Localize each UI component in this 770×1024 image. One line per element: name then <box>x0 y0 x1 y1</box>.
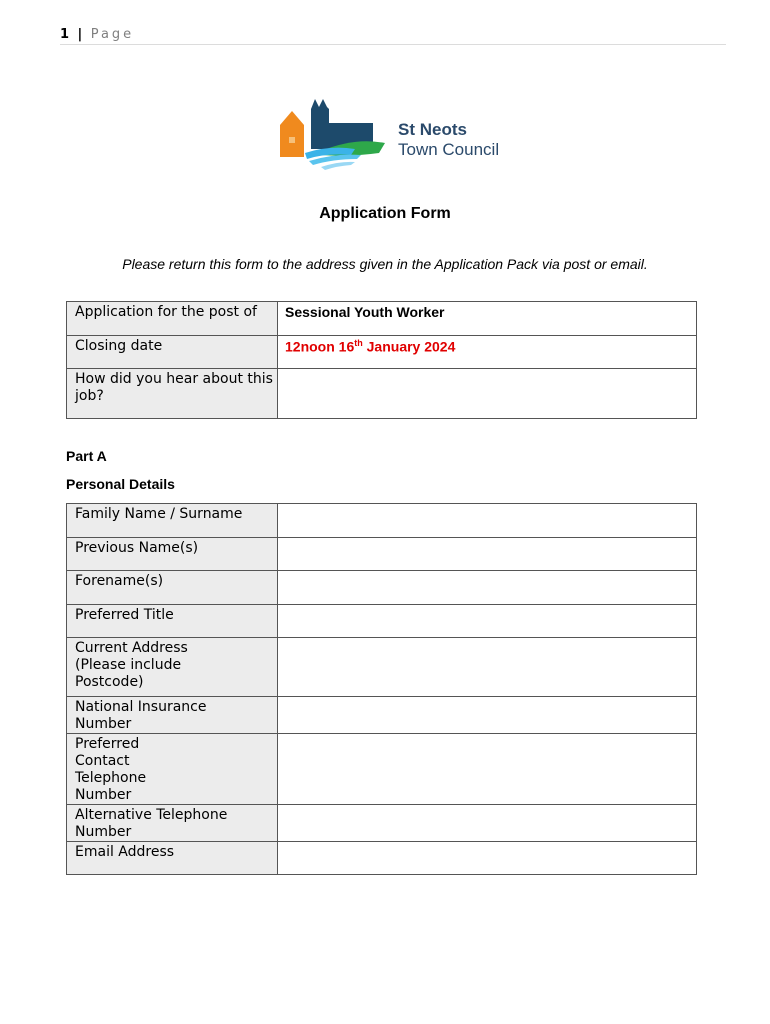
hear-about-field[interactable] <box>278 369 697 419</box>
address-field[interactable] <box>278 638 697 697</box>
email-label: Email Address <box>67 842 278 875</box>
table-row <box>67 805 697 842</box>
ni-number-field[interactable] <box>278 697 697 734</box>
closing-date-label: Closing date <box>67 336 278 369</box>
personal-details-heading: Personal Details <box>66 476 175 492</box>
church-logo-icon <box>275 95 395 175</box>
previous-names-field[interactable] <box>278 538 697 571</box>
table-row <box>67 638 697 697</box>
page-header <box>60 25 726 45</box>
logo-line2: Town Council <box>398 140 500 159</box>
table-row <box>67 538 697 571</box>
logo-line1: St Neots <box>398 120 467 139</box>
page-separator: | <box>77 27 83 42</box>
page-number: 1 <box>60 27 70 42</box>
table-row <box>67 369 697 419</box>
forenames-label: Forename(s) <box>67 571 278 605</box>
preferred-title-field[interactable] <box>278 605 697 638</box>
table-row <box>67 734 697 805</box>
forenames-field[interactable] <box>278 571 697 605</box>
email-field[interactable] <box>278 842 697 875</box>
table-row <box>67 571 697 605</box>
table-row <box>67 302 697 336</box>
alt-phone-field[interactable] <box>278 805 697 842</box>
table-row <box>67 504 697 538</box>
form-instructions: Please return this form to the address given in the Application Pack via post or email. <box>122 256 648 272</box>
previous-names-label: Previous Name(s) <box>67 538 278 571</box>
table-row <box>67 697 697 734</box>
table-row <box>67 605 697 638</box>
closing-date-sup: th <box>354 338 363 348</box>
council-logo <box>275 95 525 175</box>
job-details-table <box>66 301 697 419</box>
closing-date-value <box>278 336 697 369</box>
preferred-title-label: Preferred Title <box>67 605 278 638</box>
address-label: Current Address (Please include Postcode) <box>67 638 278 697</box>
page-label: Page <box>90 27 135 42</box>
closing-date-pre: 12noon 16 <box>285 338 355 355</box>
table-row <box>67 842 697 875</box>
preferred-phone-label: Preferred Contact Telephone Number <box>67 734 278 805</box>
form-title: Application Form <box>319 205 451 222</box>
personal-details-table <box>66 503 697 875</box>
table-row <box>67 336 697 369</box>
part-a-heading: Part A <box>66 448 107 464</box>
surname-field[interactable] <box>278 504 697 538</box>
ni-number-label: National Insurance Number <box>67 697 278 734</box>
post-value[interactable]: Sessional Youth Worker <box>278 302 697 336</box>
hear-about-label: How did you hear about this job? <box>67 369 278 419</box>
surname-label: Family Name / Surname <box>67 504 278 538</box>
closing-date-post: January 2024 <box>362 338 456 355</box>
preferred-phone-field[interactable] <box>278 734 697 805</box>
alt-phone-label: Alternative Telephone Number <box>67 805 278 842</box>
post-label: Application for the post of <box>67 302 278 336</box>
